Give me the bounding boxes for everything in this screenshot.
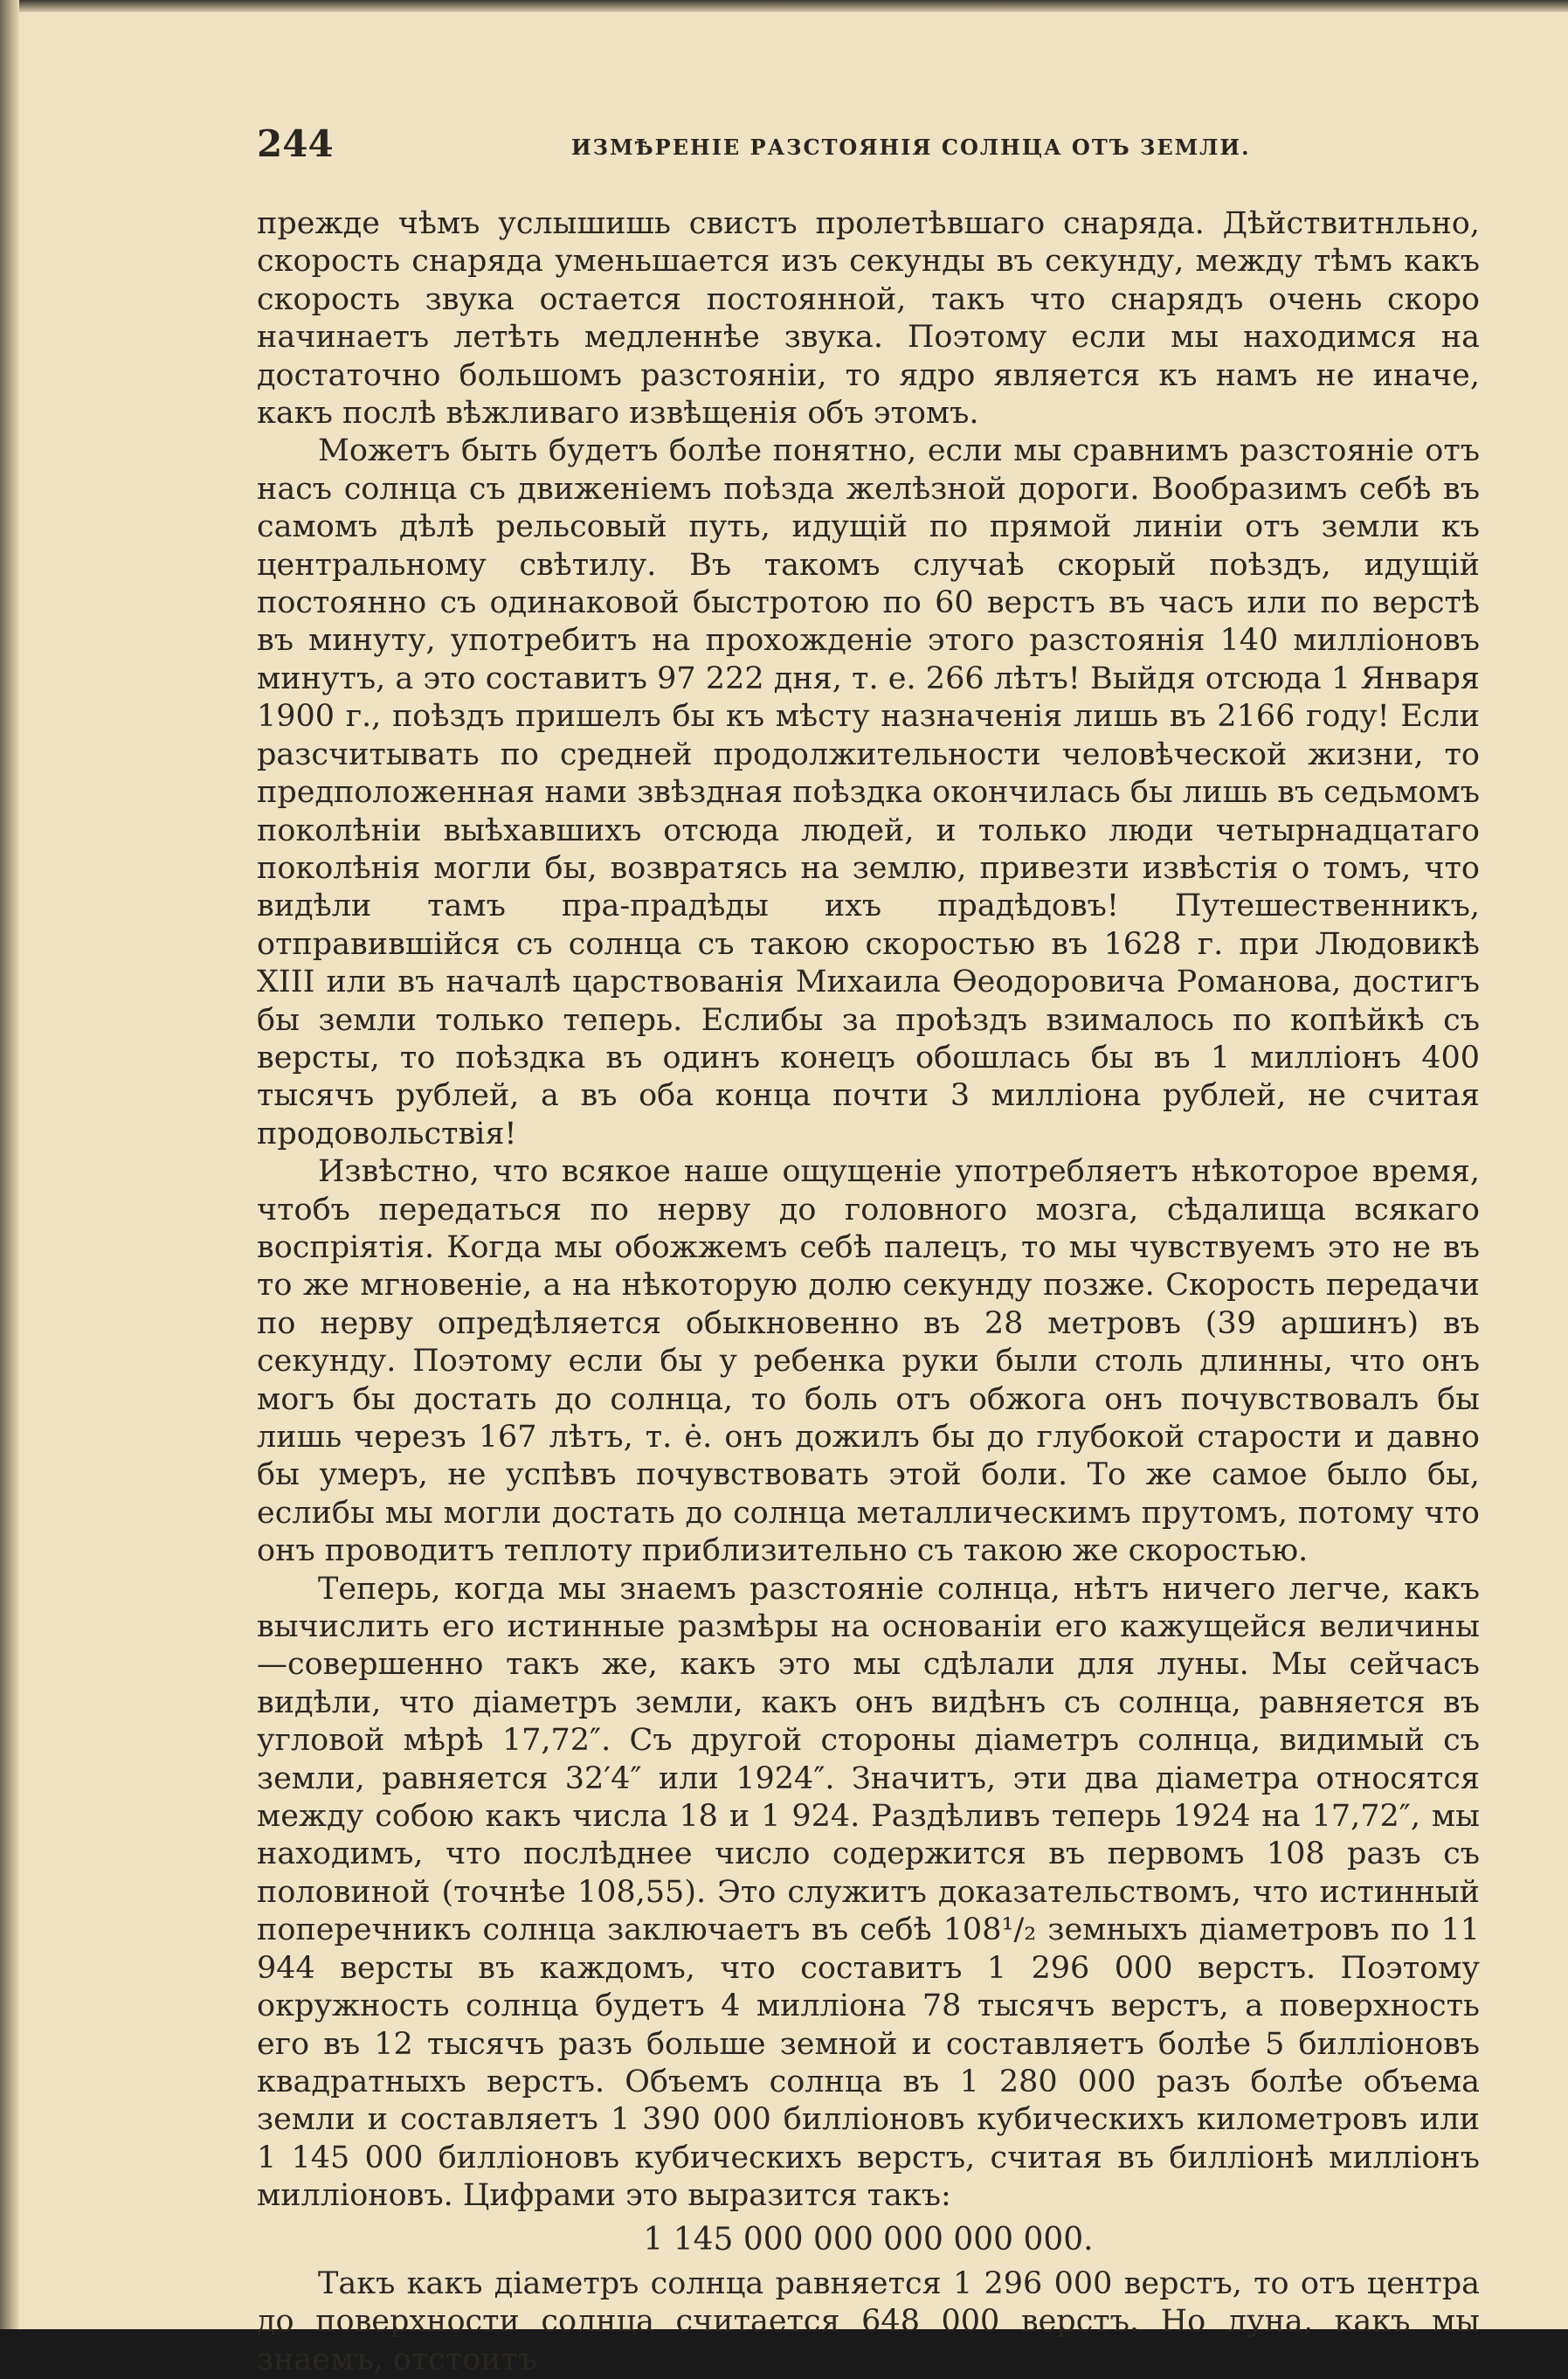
- paragraph-train-comparison: Можетъ быть будетъ болѣе понятно, если мы сравнимъ разстояніе отъ насъ солнца съ движеніемъ поѣзда желѣзной дороги. Вообразимъ себѣ въ самомъ дѣлѣ рельсовый путь, идущій по прямой линіи отъ земли къ центральному свѣтилу. Въ такомъ случаѣ скорый поѣздъ, идущій постоянно съ одинаковой быстротою по 60 верстъ въ часъ или по верстѣ въ минуту, употребитъ на прохожденіе этого разстоянія 140 милліоновъ минутъ, а это составитъ 97 222 дня, т. е. 266 лѣтъ! Выйдя отсюда 1 Января 1900 г., поѣздъ пришелъ бы къ мѣсту назначенія лишь въ 2166 году! Если разсчитывать по средней продолжительности человѣческой жизни, то предположенная нами звѣздная поѣздка окончилась бы лишь въ седьмомъ поколѣніи выѣхавшихъ отсюда людей, и только люди четырнадцатаго поколѣнія могли бы, возвратясь на землю, привезти извѣстія о томъ, что видѣли тамъ пра-прадѣды ихъ прадѣдовъ! Путешественникъ, отправившійся съ солнца съ такою скоростью въ 1628 г. при Людовикѣ XIII или въ началѣ царствованія Михаила Ѳеодоровича Романова, достигъ бы земли только теперь. Еслибы за проѣздъ взималось по копѣйкѣ съ версты, то поѣздка въ одинъ конецъ обошлась бы въ 1 милліонъ 400 тысячъ рублей, а въ оба конца почти 3 милліона рублей, не считая продовольствія!: [257, 433, 1480, 1151]
- paragraph-nerve-speed: Извѣстно, что всякое наше ощущеніе употребляетъ нѣкоторое время, чтобъ передаться по нерву до головного мозга, сѣдалища всякаго воспріятія. Когда мы обожжемъ себѣ палецъ, то мы чувствуемъ это не въ то же мгновеніе, а на нѣкоторую долю секунду позже. Скорость передачи по нерву опредѣляется обыкновенно въ 28 метровъ (39 аршинъ) въ секунду. Поэтому если бы у ребенка руки были столь длинны, что онъ могъ бы достать до солнца, то боль отъ обжога онъ почувствовалъ бы лишь черезъ 167 лѣтъ, т. ė. онъ дожилъ бы до глубокой старости и давно бы умеръ, не успѣвъ почувствовать этой боли. То же самое было бы, еслибы мы могли достать до солнца металлическимъ прутомъ, потому что онъ проводитъ теплоту приблизительно съ такою же скоростью.: [257, 1154, 1480, 1569]
- paragraph-sun-dimensions: Теперь, когда мы знаемъ разстояніе солнца, нѣтъ ничего легче, какъ вычислить его истинные размѣры на основаніи его кажущейся величины—совершенно такъ же, какъ это мы сдѣлали для луны. Мы сейчасъ видѣли, что діаметръ земли, какъ онъ видѣнъ съ солнца, равняется въ угловой мѣрѣ 17,72″. Съ другой стороны діаметръ солнца, видимый съ земли, равняется 32′4″ или 1924″. Значитъ, эти два діаметра относятся между собою какъ числа 18 и 1 924. Раздѣливъ теперь 1924 на 17,72″, мы находимъ, что послѣднее число содержится въ первомъ 108 разъ съ половиной (точнѣе 108,55). Это служитъ доказательствомъ, что истинный поперечникъ солнца заключаетъ въ себѣ 108¹/₂ земныхъ діаметровъ по 11 944 версты въ каждомъ, что составитъ 1 296 000 верстъ. Поэтому окружность солнца будетъ 4 милліона 78 тысячъ верстъ, а поверхность его въ 12 тысячъ разъ больше земной и составляетъ болѣе 5 билліоновъ квадратныхъ верстъ. Объемъ солнца въ 1 280 000 разъ болѣе объема земли и составляетъ 1 390 000 билліоновъ кубическихъ километровъ или 1 145 000 билліоновъ кубическихъ верстъ, считая въ билліонѣ милліонъ милліоновъ. Цифрами это выразится такъ:: [257, 1571, 1480, 2214]
- running-title: ИЗМѢРЕНІЕ РАЗСТОЯНІЯ СОЛНЦА ОТЪ ЗЕМЛИ.: [571, 135, 1251, 160]
- page-body: [257, 205, 1480, 2379]
- paragraph-continuation: прежде чѣмъ услышишь свистъ пролетѣвшаго снаряда. Дѣйствитнльно, скорость снаряда уменьшается изъ секунды въ секунду, между тѣмъ какъ скорость звука остается постоянной, такъ что снарядъ очень скоро начинаетъ летѣть медленнѣе звука. Поэтому если мы находимся на достаточно большомъ разстояніи, то ядро является къ намъ не иначе, какъ послѣ вѣжливаго извѣщенія объ этомъ.: [257, 206, 1480, 432]
- page-header: [257, 122, 1480, 175]
- page-number: 244: [257, 122, 334, 165]
- page-binding-edge: [0, 0, 19, 2329]
- paragraph-sun-radius: Такъ какъ діаметръ солнца равняется 1 296 000 верстъ, то отъ центра до поверхности солнца считается 648 000 верстъ. Но луна, какъ мы знаемъ, отстоитъ: [257, 2265, 1480, 2377]
- page-top-edge: [0, 0, 1568, 12]
- volume-figure: 1 145 000 000 000 000 000.: [643, 2221, 1094, 2258]
